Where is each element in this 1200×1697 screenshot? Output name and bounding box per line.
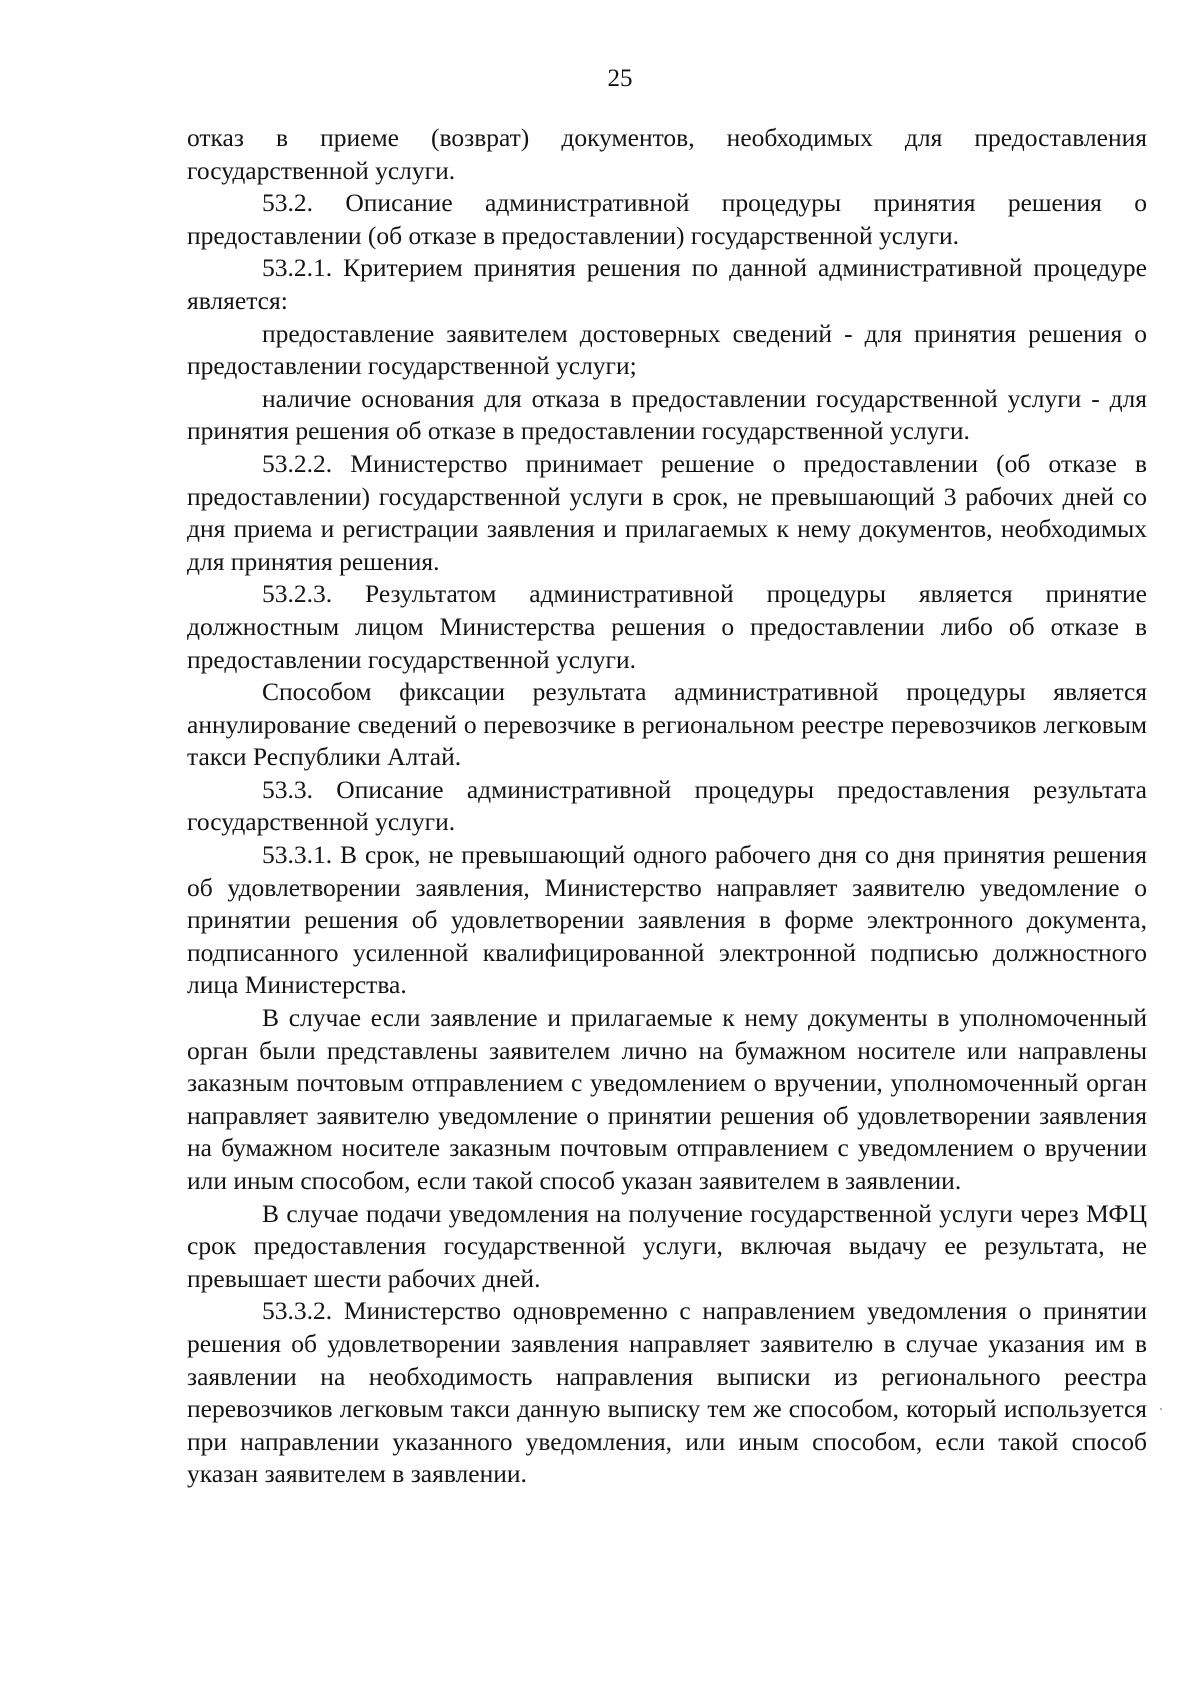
paragraph-53-3: 53.3. Описание административной процедуры предоставления результата государственной услуги.	[187, 774, 1147, 837]
paragraph-paper-submission: В случае если заявление и прилагаемые к нему документы в уполномоченный орган были представлены заявителем лично на бумажном носителе или направлены заказным почтовым отправлением с уведомлением о вручении, уполномоченный орган направляет заявителю уведомление о принятии решения об удовлетворении заявления на бумажном носителе заказным почтовым отправлением с уведомлением о вручении или иным способом, если такой способ указан заявителем в заявлении.	[187, 1003, 1147, 1195]
scan-speck	[1160, 1408, 1162, 1410]
paragraph-53-2: 53.2. Описание административной процедуры принятия решения о предоставлении (об отказе в предоставлении) государственной услуги.	[187, 188, 1147, 250]
paragraph-53-3-1: 53.3.1. В срок, не превышающий одного рабочего дня со дня принятия решения об удовлетворении заявления, Министерство направляет заявителю уведомление о принятии решения об удовлетворении заявления в форме электронного документа, подписанного усиленной квалифицированной электронной подписью должностного лица Министерства.	[187, 840, 1147, 1000]
paragraph-fixation-method: Способом фиксации результата административной процедуры является аннулирование сведений о перевозчике в региональном реестре перевозчиков легковым такси Республики Алтай.	[187, 677, 1147, 772]
paragraph-criterion-refusal: наличие основания для отказа в предоставлении государственной услуги - для принятия решения об отказе в предоставлении государственной услуги.	[187, 383, 1147, 446]
paragraph-53-2-1: 53.2.1. Критерием принятия решения по данной административной процедуре является:	[187, 253, 1147, 315]
document-body	[187, 122, 1147, 1491]
paragraph-53-3-2: 53.3.2. Министерство одновременно с направлением уведомления о принятии решения об удовлетворении заявления направляет заявителю в случае указания им в заявлении на необходимость направления выписки из регионального реестра перевозчиков легковым такси данную выписку тем же способом, который используется при направлении указанного уведомления, или иным способом, если такой способ указан заявителем в заявлении.	[187, 1296, 1147, 1489]
paragraph-53-2-3: 53.2.3. Результатом административной процедуры является принятие должностным лицом Министерства решения о предоставлении либо об отказе в предоставлении государственной услуги.	[187, 579, 1147, 674]
paragraph-53-2-2: 53.2.2. Министерство принимает решение о предоставлении (об отказе в предоставлении) государственной услуги в срок, не превышающий 3 рабочих дней со дня приема и регистрации заявления и прилагаемых к нему документов, необходимых для принятия решения.	[187, 448, 1147, 576]
paragraph-continuation: отказ в приеме (возврат) документов, необходимых для предоставления государственной услуги.	[187, 123, 1147, 185]
paragraph-criterion-provision: предоставление заявителем достоверных сведений - для принятия решения о предоставлении государственной услуги;	[187, 318, 1147, 381]
paragraph-mfc-submission: В случае подачи уведомления на получение государственной услуги через МФЦ срок предоставления государственной услуги, включая выдачу ее результата, не превышает шести рабочих дней.	[187, 1198, 1147, 1293]
page-number: 25	[607, 65, 633, 92]
